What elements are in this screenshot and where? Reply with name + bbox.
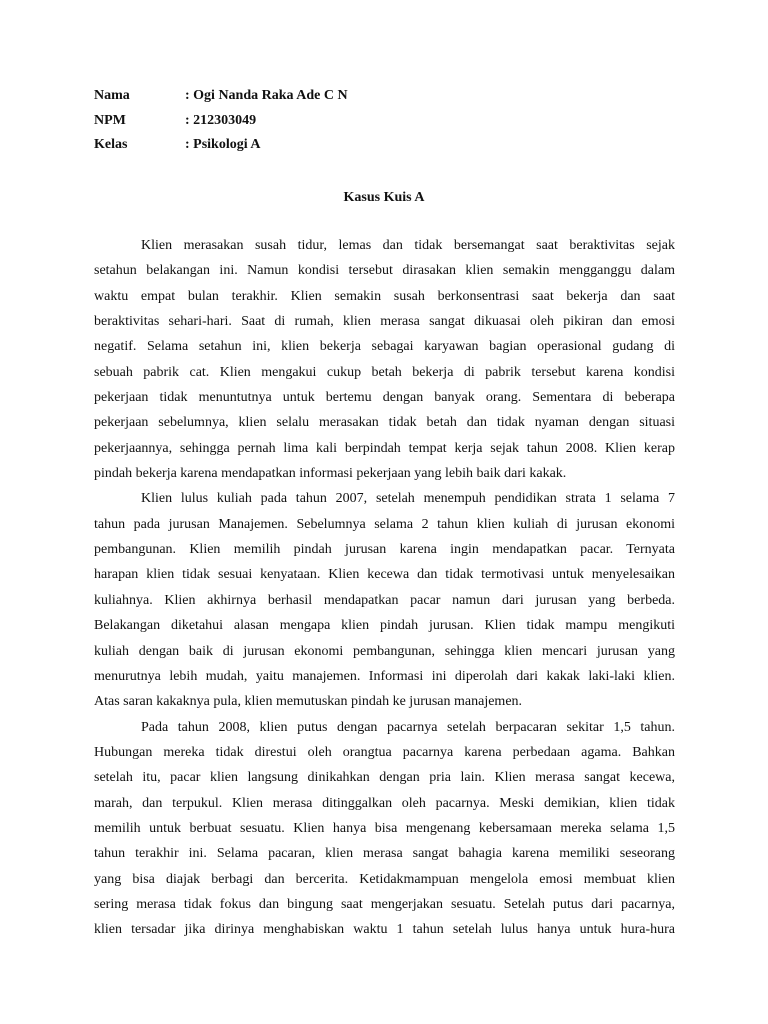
case-text: [94, 233, 675, 943]
info-value: : Ogi Nanda Raka Ade C N: [185, 88, 348, 103]
paragraph-line: pekerjaannya, sehingga pernah lima kali berpindah tempat kerja sejak tahun 2008. Klien kerap: [94, 440, 675, 456]
paragraph-line: waktu empat bulan terakhir. Klien semakin susah berkonsentrasi saat bekerja dan saat: [94, 288, 675, 304]
paragraph-line: tahun terakhir ini. Selama pacaran, klien merasa sangat bahagia karena memiliki seseorang: [94, 846, 675, 862]
paragraph-line: Atas saran kakaknya pula, klien memutuskan pindah ke jurusan manajemen.: [94, 694, 523, 710]
paragraph-line: negatif. Selama setahun ini, klien bekerja sebagai karyawan bagian operasional gudang di: [94, 339, 675, 355]
info-label: NPM: [94, 112, 126, 128]
paragraph-line: pembangunan. Klien memilih pindah jurusan karena ingin mendapatkan pacar. Ternyata: [94, 542, 675, 558]
paragraph-line: Klien lulus kuliah pada tahun 2007, setelah menempuh pendidikan strata 1 selama 7: [141, 491, 675, 507]
paragraph-line: marah, dan terpukul. Klien merasa ditinggalkan oleh pacarnya. Meski demikian, klien tidak: [94, 795, 675, 811]
document-title: Kasus Kuis A: [343, 190, 425, 205]
paragraph-line: klien tersadar jika dirinya menghabiskan waktu 1 tahun setelah lulus hanya untuk hura-hura: [94, 922, 675, 938]
info-row-npm: [94, 111, 348, 136]
paragraph-line: Klien merasakan susah tidur, lemas dan tidak bersemangat saat beraktivitas sejak: [141, 238, 675, 253]
paragraph-line: setahun belakangan ini. Namun kondisi tersebut dirasakan klien semakin mengganggu dalam: [94, 263, 675, 279]
info-label: Kelas: [94, 137, 128, 152]
paragraph-line: Belakangan diketahui alasan mengapa klien pindah jurusan. Klien tidak mampu mengikuti: [94, 618, 675, 634]
paragraph-line: beraktivitas sehari-hari. Saat di rumah, klien merasa sangat dikuasai oleh pikiran dan emosi: [94, 314, 675, 330]
info-row-kelas: [94, 135, 348, 160]
paragraph-line: kuliah dengan baik di jurusan ekonomi pembangunan, sehingga klien mencari jurusan yang: [94, 643, 675, 659]
paragraph-line: tahun pada jurusan Manajemen. Sebelumnya selama 2 tahun klien kuliah di jurusan ekonomi: [94, 516, 675, 532]
paragraph-line: Hubungan mereka tidak direstui oleh orangtua pacarnya karena perbedaan agama. Bahkan: [94, 744, 675, 760]
info-label: Nama: [94, 88, 130, 103]
info-row-nama: [94, 86, 348, 111]
paragraph-line: setelah itu, pacar klien langsung dinikahkan dengan pria lain. Klien merasa sangat kecewa,: [94, 770, 675, 786]
paragraph-line: menurutnya lebih mudah, yaitu manajemen. Informasi ini diperolah dari kakak laki-laki klien.: [94, 668, 675, 684]
paragraph-line: yang bisa diajak berbagi dan bercerita. Ketidakmampuan mengelola emosi membuat klien: [94, 871, 675, 887]
paragraph-line: Pada tahun 2008, klien putus dengan pacarnya setelah berpacaran sekitar 1,5 tahun.: [141, 719, 675, 735]
paragraph-line: memilih untuk berbuat sesuatu. Klien hanya bisa mengenang kebersamaan mereka selama 1,5: [94, 820, 675, 836]
paragraph-line: sering merasa tidak fokus dan bingung saat mengerjakan sesuatu. Setelah putus dari pacarnya,: [94, 896, 675, 912]
paragraph-line: pindah bekerja karena mendapatkan informasi pekerjaan yang lebih baik dari kakak.: [94, 466, 567, 482]
student-info: [94, 86, 348, 160]
info-value: : Psikologi A: [185, 137, 261, 152]
paragraph-line: sebuah pabrik cat. Klien mengakui cukup betah bekerja di pabrik tersebut karena kondisi: [94, 364, 675, 380]
paragraph-line: harapan klien tidak sesuai kenyataan. Klien kecewa dan tidak termotivasi untuk menyelesaikan: [94, 567, 675, 583]
paragraph-line: pekerjaan sebelumnya, klien selalu merasakan tidak betah dan tidak nyaman dengan situasi: [94, 415, 675, 431]
info-value: : 212303049: [185, 112, 257, 128]
paragraph-line: pekerjaan tidak menuntutnya untuk bertemu dengan banyak orang. Sementara di beberapa: [94, 390, 675, 406]
paragraph-line: kuliahnya. Klien akhirnya berhasil mendapatkan pacar namun dari jurusan yang berbeda.: [94, 592, 675, 608]
